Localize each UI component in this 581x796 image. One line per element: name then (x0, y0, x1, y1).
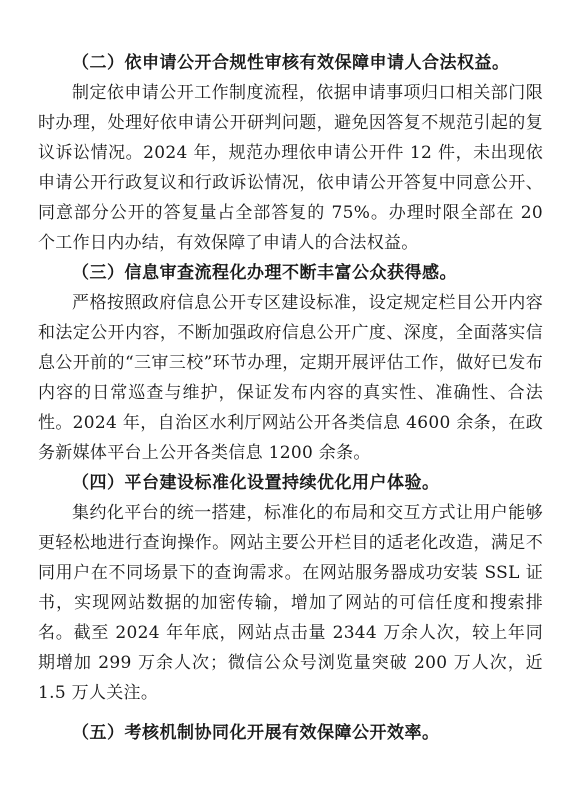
section-3 (38, 258, 543, 468)
section-paragraph: 集约化平台的统一搭建，标准化的布局和交互方式让用户能够更轻松地进行查询操作。网站主要公开栏目的适老化改造，满足不同用户在不同场景下的查询需求。在网站服务器成功安装 SSL 证书，实现网站数据的加密传输，增加了网站的可信任度和搜索排名。截至 2024 年年底，网站点击量 2344 万余人次，较上年同期增加 299 万余人次；微信公众号浏览量突破 200 万人次，近 1.5 万人关注。 (38, 503, 543, 703)
document-page (38, 48, 543, 748)
section-heading: （三）信息审查流程化办理不断丰富公众获得感。 (72, 263, 457, 283)
section-heading: （二）依申请公开合规性审核有效保障申请人合法权益。 (72, 53, 510, 73)
section-paragraph: 严格按照政府信息公开专区建设标准，设定规定栏目公开内容和法定公开内容，不断加强政府信息公开广度、深度，全面落实信息公开前的“三审三校”环节办理，定期开展评估工作，做好已发布内容的日常巡查与维护，保证发布内容的真实性、准确性、合法性。2024 年，自治区水利厅网站公开各类信息 4600 余条，在政务新媒体平台上公开各类信息 1200 余条。 (38, 293, 543, 463)
section-2 (38, 48, 543, 258)
section-paragraph: 制定依申请公开工作制度流程，依据申请事项归口相关部门限时办理，处理好依申请公开研判问题，避免因答复不规范引起的复议诉讼情况。2024 年，规范办理依申请公开件 12 件，未出现依申请公开行政复议和行政诉讼情况，依申请公开答复中同意公开、同意部分公开的答复量占全部答复的 75%。办理时限全部在 20 个工作日内办结，有效保障了申请人的合法权益。 (38, 83, 543, 253)
section-5-heading: （五）考核机制协同化开展有效保障公开效率。 (72, 723, 440, 743)
section-4 (38, 468, 543, 708)
section-heading: （四）平台建设标准化设置持续优化用户体验。 (72, 473, 440, 493)
